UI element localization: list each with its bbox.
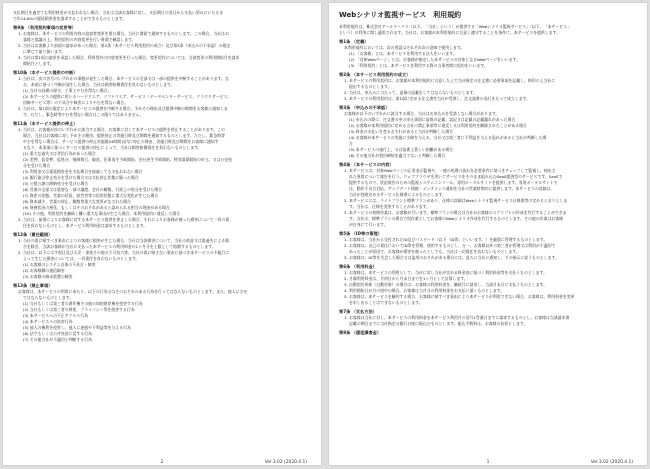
clause-subitem: てはならないものとします。 [23,295,74,300]
clause-heading: 第12条（責任範囲） [13,231,53,237]
paragraph-line: という）の利用に関し適用されます。当社は、お客様が本利用規約に合意し遵守することを条件に、本サービスを提供します。 [339,30,561,35]
clause-subitem: (4) お客様が本サービスの実施に支障を与える、当社又は第三者に不利益を与える恐れがあると当社が判断した場 [349,135,547,140]
document-title: Webシナリオ監視サービス 利用規約 [339,11,462,19]
clause-item: 2. 月額利用料金は、月初日から月末日までを1ヶ月として計算します。 [344,276,468,281]
clause-subitem: は、動作不具合対応、アップデート情報・メンテナンス通知を当社の営業時間内に提供します。本サービスの詳細は、 [349,186,555,191]
clause-subitem: (2) お客様側の通信障害 [23,268,65,273]
right-page-body [339,24,637,335]
clause-subitem: す。当社は、標準プランの場合で別作業としてお客様のWebシナリオ作成を代行するものとします。その他の作業はお客様 [349,216,564,221]
clause-subitem: (3) 料金の支払いを怠るおそれがあると当社が判断した場合 [349,129,454,134]
clause-item: 5. お客様は、本サービスを解約する場合、お客様に帰すべき事由により本サービスが利用できない場合、お客様は、利用料金を変更 [344,294,575,299]
clause-item: 1. 本サービスは、対象Webページの正常表示監視や、一連の処理の流れを必要条件に基づきチェックして監視し、検出さ [344,168,556,173]
clause-subitem: (5) 本サービスの遂行上、又は技術上著しい困難がある場合 [349,147,454,152]
version-label: Ver.3.02 (2020.4.1) [590,460,633,465]
clause-heading: 第8条 （遅延損害金） [339,329,382,335]
clause-item: 1. お客様は、本サービスの利用として、当社に対し当社が定める料金表に基づく利用料金等を支払うものとします。 [344,270,547,275]
clause-subitem: (1) お客様のシステム自体の不具合・障害 [23,262,96,267]
clause-subitem: 回線サービス等）の不具合や障害によりやむを得ない場合。 [23,100,129,105]
paragraph-line: 支払期日を過ぎても利用料金が支払われない場合、当社は当該お客様に対し、支払期日の翌日から支払い済みにいたるま [13,10,224,15]
clause-item: 4. 利用開始日が月の途中の場合、お客様は当月分の利用料金をお支払い頂くものとします。 [344,288,505,293]
clause-item: 1. お客様は、本サービスの利用内容の追加等変更を望む場合、当社に書面で通知するものとします。この場合、当社はお [18,31,229,36]
clause-subitem: 任を負わないものとし、本サービス利用料金は請求するものとします。 [23,223,148,228]
clause-subitem: 客様と協議の上、利用契約の内容変更を行い書面で確認します。 [23,37,136,42]
clause-subitem: (7) 資産の状態、営業の状況、経営者等の信用状態に重大な変化が生じた場合 [23,193,159,198]
clause-subitem: (3) 本サービスへの不正アクセス行為 [23,313,88,318]
clause-subitem: (6) その他当社が契約締結を適当でないと判断した場合 [349,153,446,158]
clause-item: 3. お客様は、ID等を失念した場合又は盗用のおそれがある場合には、直ちに当社に通知し、その指示に従うものとします。 [344,255,559,260]
clause-item: お客様が以下のいずれかに該当する場合、当社はお申込みを受諾しない場合があります。 [344,111,500,116]
paragraph-line: で年14.6%の遅延損害金を請求することができるものとします。 [13,16,127,21]
clause-subitem: (3) 利用金又は遅延損害金を支払期日を経過しても支払われない場合 [23,169,143,174]
clause-subitem: す。ただし、緊急時等やむを得ない場合はこの限りではありません。 [23,112,144,117]
clause-subitem: 合を除き、当該お客様が当社に支払った本サービスの利用料金の1ヶ月分を上限として賠償するものとします。 [23,244,216,249]
clause-subitem: よって生じた損害については、一切責任を負わないものとします。 [23,256,140,261]
clause-subitem: (3) 「利用契約」とは、本サービスを利用する際の当事者間の契約をいいます。 [349,63,488,68]
page-number: 2 [160,460,164,465]
clause-subitem: す。当社は、仕様を変更することがあります。 [349,204,431,209]
clause-subitem: (6) 法令もしくは公序良俗に反する行為 [23,331,92,336]
clause-subitem: 提供するもので、状況報告のための監視システムコンソール、専用ポータルサイトを提供します。専用ポータルサイトで [349,180,558,185]
paragraph-line: 本利用規約は、株式会社アールワークス（以下、「当社」という）が提供する「Webシナリオ監視サービス」（以下、「本サービス」 [339,24,571,29]
clause-heading: 第4条 （本サービスの内容） [339,161,394,167]
clause-subitem: (4) 銀行取引停止処分を受けた場合又は支払停止状態に陥った場合 [23,175,139,180]
clause-subitem: (1) 申込みの際に、注文書の中の申込事項に虚偽の記載、誤記又は記載の記載漏れがあった場合 [349,117,516,122]
clause-item: お客様は、本サービスの利用にあたり、以下の行為又はそのおそれのある行為を行ってはならないものとします。また、他人にさせ [18,289,248,294]
clause-subitem: (2) 本サービスの提供に用いるハードウエア、ソフトウエア、サービス（データセンターサービス、クラウドサービス、 [23,94,232,99]
clause-subitem: 提出するものとします。 [349,84,392,89]
clause-item: 2. 本サービスには、ライトプランと標準プランがあり、仕様の詳細はWebシナリオ監視サービス仕様書等の定めるとおりとしま [344,198,568,203]
clause-subitem: 当社が別途定めるサービス仕様書によるものとします。 [349,192,446,197]
clause-subitem: に準じて取り扱います。 [23,49,66,54]
clause-subitem: (4) 本サービスへの妨害行為 [23,319,73,324]
clause-subitem: (5) 公租公課の滞納処分を受けた場合 [23,181,89,186]
page-right [329,3,647,465]
clause-item: 本利用規約においては、次の用語はそれぞれ次の意味で使用します。 [344,45,465,50]
clause-item: 2. 当社は、以下に示す項目及び天災・事変その他の不可抗力等、当社の責に帰さない事由に基づき本サービスの不履行に [18,250,230,255]
clause-item: 1. 当社の責に帰すべき事由によりお客様に損害が生じた場合、当社は当該損害について、当社の故意又は重過失による場 [18,238,229,243]
clause-subitem: (2) 「対象Webページ」とは、お客様が指定した本サービスの対象となるWebページをいいます。 [349,57,521,62]
clause-subitem: (9) 財務状況の悪化、もしくはそのおそれがあると認められる相当の理由がある場合 [23,205,170,210]
clause-subitem: お、本項に基づく中断が発生した場合、当社は損害賠償責任を負わないものとします。 [23,82,175,87]
clause-subitem: 場合、当社はお客様に対し予めその理由、提供停止の実施日時及び期間を通知するものとします。ただし、緊急時等 [23,133,225,138]
clause-item: 3. 本サービスの利用契約は、第1項に定める注文書を当社が受領し、注文請書の発行をもって成立します。 [344,96,531,101]
page-left [3,3,321,465]
clause-heading: 第5条 （ID等の管理） [339,230,382,236]
clause-item: 2. 当社は、第1項の規定により本サービスの提供を中断する場合、予めその理由及び提供中断の期間をお客様に通知しま [18,106,228,111]
clause-heading: 第2条 （本サービス利用契約の成立） [339,71,411,77]
clause-heading: 第7条 （支払方法） [339,308,377,314]
clause-subitem: (2) 差押、仮差押、仮処分、強制執行、破産、民事再生手続開始、会社更生手続開始、特別清算開始の申立、又は公売処 [23,157,233,162]
clause-subitem: 記載の期日までに当社指定の銀行口座に振込むものとします。振込手数料は、お客様の負担とします。 [349,321,528,326]
clause-item: 3. 本サービスの初期作業は、お客様が行います。標準プランの場合は当社がお客様のスクリプトの作成を代行することができま [344,210,567,215]
version-label: Ver.3.02 (2020.4.1) [264,460,307,465]
clause-item: 2. 当社はお客様より前項の請求があった場合、第2条（本サービス利用契約の成立）及び第3条（申込みの不承認）の規定 [18,43,231,48]
clause-heading: 第6条 （利用料金） [339,263,377,269]
clause-heading: 第10条（本サービス提供の中断） [13,69,78,75]
clause-item: 1. 当社は、お客様が次のいずれかに該当する場合、お客様に対して本サービスの提供を停止することがあります。この [18,127,225,132]
clause-subitem: (1) 「お客様」とは、本サービスを利用する法人をいいます。 [349,51,457,56]
clause-subitem: るなり、本条項に基づくサービス提供の停止によって、当社は損害賠償責任を負わないものとします。 [23,145,202,150]
clause-heading: 第1条 （定義） [339,38,369,44]
clause-subitem: (7) その他当社が不適切と判断する行為 [23,337,92,342]
clause-item: 1. お客様は当社に対し、本サービスの利用料金を本サービス利用月の翌月1営業日までに請求するものとし、お客様は当該請求書 [344,315,570,320]
clause-subitem: やむを得ない場合は、サービス提供の停止実施後24時間以内に停止の理由、実施日時及び期間をお客様に通知す [23,139,219,144]
clause-subitem: (5) 他人の権利を侵害し、他人に迷惑や不利益等を与える行為 [23,325,131,330]
clause-subitem: を申し出ることはできないものとします。 [349,300,423,305]
clause-item: 1. お客様は、当社から交付されたID及びパスワード（以下「ID等」といいます。）を厳重に管理するものとします。 [344,237,548,242]
clause-item: 2. 当社は、申込みに当たって、虚偽の記載をしてはならないものとします。 [344,90,477,95]
clause-subitem: 開始月とします。 [23,61,54,66]
page-number: 1 [486,460,490,465]
clause-heading: 第3条 （申込みの不承認） [339,104,390,110]
clause-item: 1. 当社は、次の各号のいずれかの事態が発生した場合、本サービスの全部又は一部の提供を中断することがあります。な [18,76,229,81]
clause-heading: 第9条 （利用契約事項の変更等） [13,24,76,30]
clause-item: 3. 当社は第1項の請求を承認した場合、利用契約の内容変更を行った場合、変更契約については、当該変更の利用開始月を請求 [18,55,240,60]
clause-subitem: (8) 資本減少、営業の停止、解散等重大な変更がなされた場合 [23,199,131,204]
clause-subitem: (1) 当社の設備の保守、工事上やむを得ない場合。 [23,88,112,93]
clause-subitem: (10) その他、利用契約を継続し難い重大な事由が生じた場合、本利用規約に違反した場合 [23,211,181,216]
clause-subitem: (3) お客様の端末装置の障害 [23,274,73,279]
left-page-body [13,10,311,342]
clause-subitem: (1) 当社もしくは第三者の著作権その他の知的財産権を侵害する行為 [23,301,143,306]
clause-subitem: (1) 重大な過失又は背信行為があった場合 [23,151,96,156]
clause-subitem: (2) 当社もしくは第三者の財産、プライバシー等を侵害する行為 [23,307,135,312]
clause-item: 2. 当社は、前項によりお客様に対する本サービス提供を停止した場合、それによりお客様が被った損害について一切の責 [18,217,230,222]
clause-subitem: あったことが原因で、お客様が損害を被ったとしても、当社は一切責任を負わないものとします。 [349,249,520,254]
clause-item: 3. 自動契約更新（自動更新）の場合は、お客様の利用料金を、継続月に請求し、当該月末日に支払うものとします。 [344,282,548,287]
clause-subitem: 合 [349,141,353,146]
clause-item: 2. お客様は、自己の責任においてID等を管理、使用するものとし、万一、お客様以外の第三者が管理又は利用が不適切で [344,243,556,248]
clause-heading: 第13条（禁止事項） [13,282,53,288]
clause-subitem: 分を受けた場合 [23,163,51,168]
clause-subitem: れた異常について報告を行う。ウェブブラウザを用いてサービスをそのまま組み込むSaaS提供型のサービスです。SaaSで [349,174,563,179]
clause-item: 1. 本サービスの利用契約は、お客様が本利用規約に合意した上で当社指定の注文書に必要事項を記載し、捺印の上当社に [344,78,556,83]
clause-subitem: が自身にて行います。 [349,222,388,227]
clause-subitem: (2) お客様が本利用規約に定める当社の禁止事項等に違反し又は利用契約を解除されたことがある場合 [349,123,527,128]
clause-heading: 第11条（本サービス提供の停止） [13,120,78,126]
clause-subitem: (6) 営業の全部又は重要な一部の譲渡、会社の解散、行政上の処分を受けた場合 [23,187,163,192]
